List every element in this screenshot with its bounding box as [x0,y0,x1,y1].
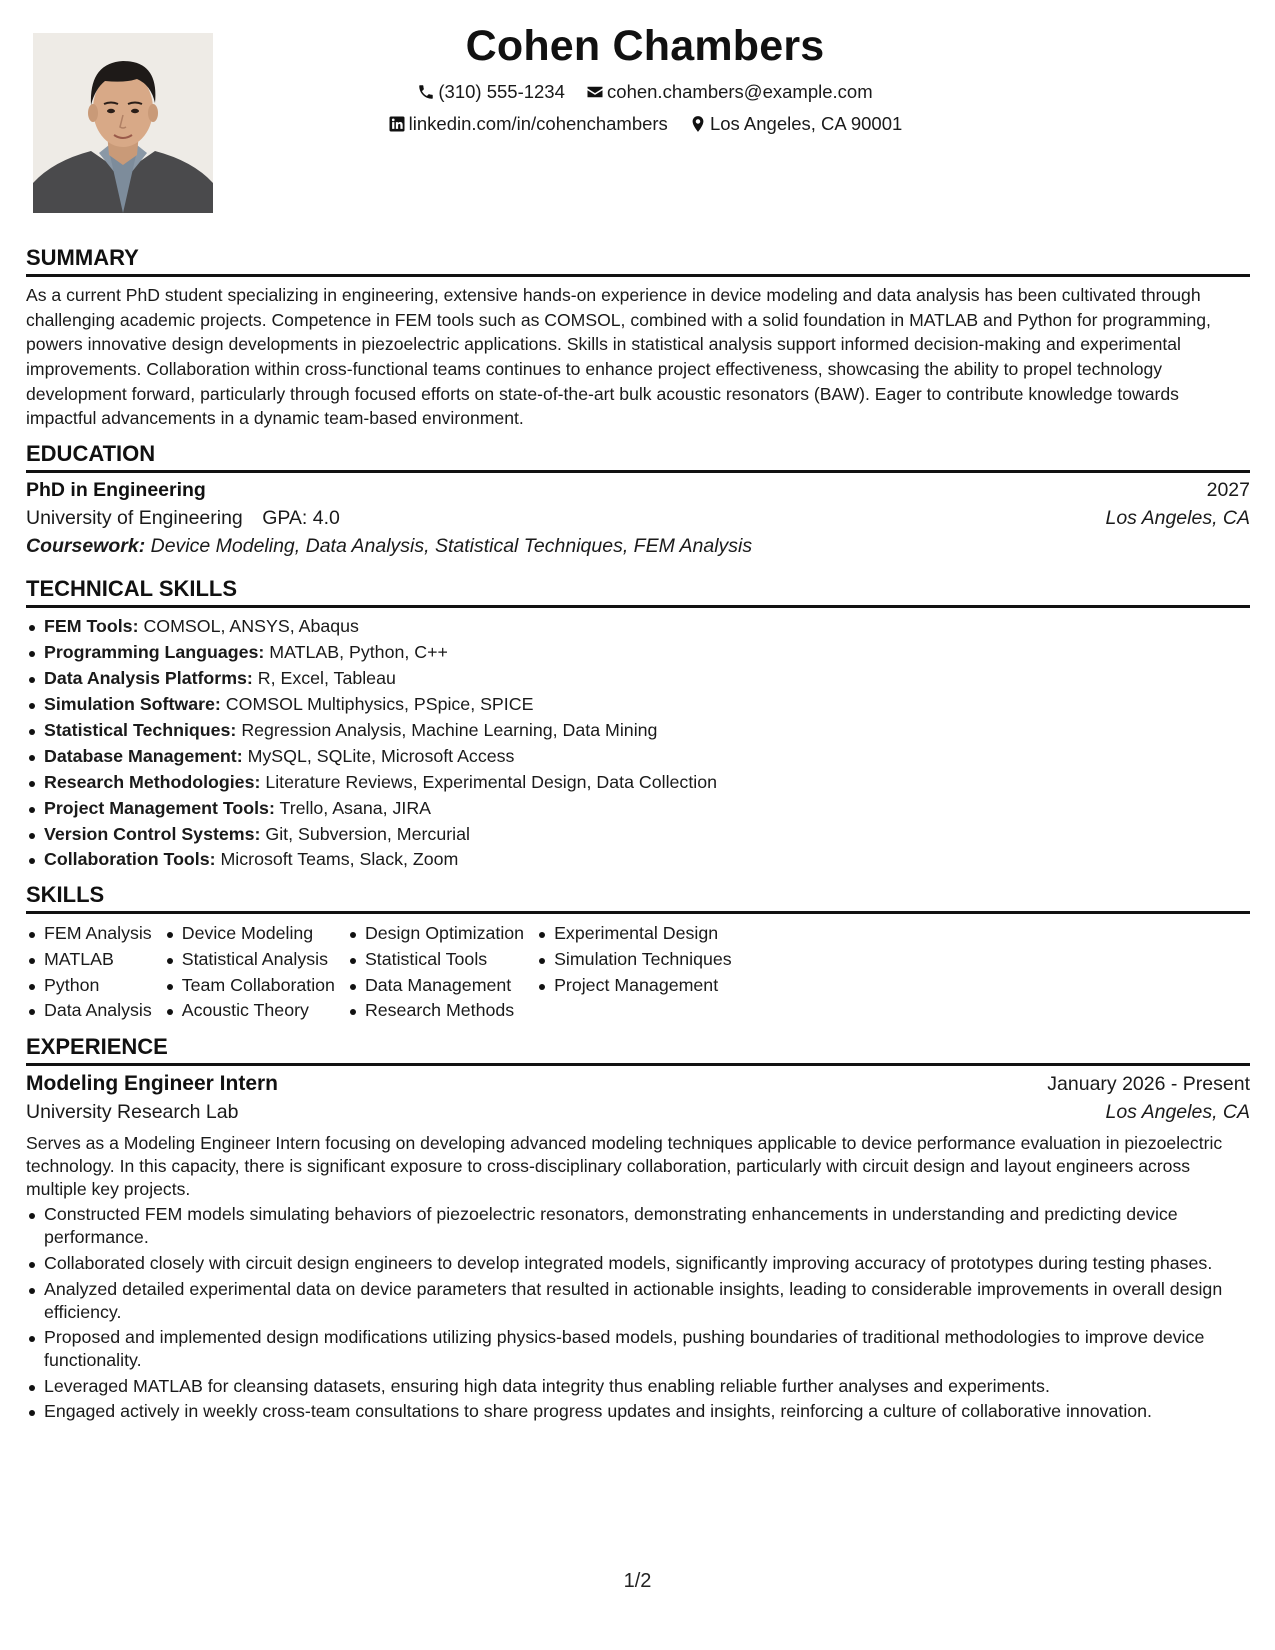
skills-column [164,921,335,1024]
school-name: University of Engineering [26,507,243,530]
skill-values: COMSOL, ANSYS, Abaqus [143,616,359,637]
skill-values: MATLAB, Python, C++ [269,642,448,663]
experience-entry-header [26,1072,1250,1096]
list-item: Python [44,973,152,999]
skill-values: MySQL, SQLite, Microsoft Access [247,745,515,766]
skill-category: FEM Tools: [44,616,139,637]
list-item [44,823,1250,847]
list-item: Team Collaboration [182,973,335,999]
job-bullets [26,1203,1250,1423]
skills-column [26,921,152,1024]
email-contact[interactable] [586,81,873,103]
list-item [44,848,1250,872]
list-item: FEM Analysis [44,921,152,947]
list-item: Acoustic Theory [182,998,335,1024]
job-dates: January 2026 - Present [1047,1073,1250,1096]
technical-skills-list [26,615,1250,872]
graduation-year: 2027 [1206,479,1250,502]
location-contact [689,113,902,135]
candidate-name: Cohen Chambers [465,22,825,70]
list-item: Statistical Tools [365,947,524,973]
profile-photo [33,33,213,213]
skills-column [536,921,732,1024]
location-text: Los Angeles, CA 90001 [709,113,903,134]
list-item: Experimental Design [554,921,732,947]
technical-skills-heading: TECHNICAL SKILLS [26,576,1250,608]
skill-values: COMSOL Multiphysics, PSpice, SPICE [225,694,534,715]
list-item: Project Management [554,973,732,999]
list-item: Simulation Techniques [554,947,732,973]
gpa: GPA: 4.0 [262,507,340,530]
phone-contact [417,81,565,103]
skill-category: Project Management Tools: [44,797,275,818]
skill-values: Literature Reviews, Experimental Design, Data Collection [265,771,717,792]
degree-title: PhD in Engineering [26,479,206,502]
skills-section [26,882,1250,1024]
linkedin-icon [388,115,406,133]
coursework-label: Coursework: [26,535,146,558]
list-item [44,641,1250,665]
list-item [44,693,1250,717]
map-pin-icon [689,115,707,133]
skill-values: Trello, Asana, JIRA [279,797,432,818]
list-item: Data Management [365,973,524,999]
list-item: Design Optimization [365,921,524,947]
list-item: Data Analysis [44,998,152,1024]
linkedin-contact[interactable] [388,113,668,135]
school-location: Los Angeles, CA [1105,507,1250,530]
list-item [44,771,1250,795]
list-item [44,745,1250,769]
list-item [44,719,1250,743]
contact-row-primary [230,81,1060,106]
list-item: Statistical Analysis [182,947,335,973]
skill-category: Simulation Software: [44,694,221,715]
skill-category: Data Analysis Platforms: [44,668,253,689]
portrait-image [33,33,213,213]
job-location: Los Angeles, CA [1105,1101,1250,1124]
coursework [26,535,1250,558]
skill-values: Regression Analysis, Machine Learning, Data Mining [241,720,658,741]
skill-values: Microsoft Teams, Slack, Zoom [220,849,459,870]
linkedin-link[interactable]: linkedin.com/in/cohenchambers [408,113,668,134]
summary-section [26,245,1250,431]
organization: University Research Lab [26,1101,239,1124]
education-heading: EDUCATION [26,441,1250,473]
list-item [44,797,1250,821]
contact-row-secondary [230,113,1060,138]
envelope-icon [586,83,604,101]
skill-values: Git, Subversion, Mercurial [265,823,470,844]
skill-category: Collaboration Tools: [44,849,216,870]
summary-text: As a current PhD student specializing in engineering, extensive hands-on experience in device modeling and data analysis has been cultivated through challenging academic projects. Competence in FEM tools such as COMSOL, combined with a solid foundation in MATLAB and Python for programming, powers innovative design developments in piezoelectric applications. Skills in statistical analysis support informed decision-making and experimental improvements. Collaboration within cross-functional teams continues to enhance project effectiveness, showcasing the ability to propel technology development forward, particularly through focused efforts on state-of-the-art bulk acoustic resonators (BAW). Eager to contribute knowledge towards impactful advancements in a dynamic team-based environment. [26,285,1211,429]
resume-body [26,245,1250,1433]
phone-text: (310) 555-1234 [438,81,565,102]
experience-entry-sub [26,1101,1250,1124]
skill-values: R, Excel, Tableau [257,668,396,689]
skill-category: Version Control Systems: [44,823,261,844]
experience-heading: EXPERIENCE [26,1034,1250,1066]
job-title: Modeling Engineer Intern [26,1072,279,1096]
education-section [26,441,1250,558]
phone-icon [417,83,435,101]
summary-heading: SUMMARY [26,245,1250,277]
education-entry-header [26,479,1250,502]
job-description: Serves as a Modeling Engineer Intern focusing on developing advanced modeling techniques applicable to device performance evaluation in piezoelectric technology. In this capacity, there is significant exposure to cross-disciplinary collaboration, particularly with circuit design and layout engineers across multiple key projects. [26,1133,1223,1200]
experience-section [26,1034,1250,1423]
list-item: Research Methods [365,998,524,1024]
education-entry-sub [26,507,1250,530]
list-item [44,667,1250,691]
skill-category: Statistical Techniques: [44,720,237,741]
technical-skills-section [26,576,1250,872]
list-item: Collaborated closely with circuit design engineers to develop integrated models, significantly improving accuracy of prototypes during testing phases. [44,1252,1250,1275]
list-item [44,615,1250,639]
list-item: Constructed FEM models simulating behaviors of piezoelectric resonators, demonstrating enhancements in understanding and predicting device performance. [44,1203,1250,1249]
coursework-list: Device Modeling, Data Analysis, Statistical Techniques, FEM Analysis [150,535,753,558]
skills-grid [26,921,1250,1024]
skill-category: Database Management: [44,745,243,766]
school-info [26,507,340,530]
skill-category: Programming Languages: [44,642,265,663]
skill-category: Research Methodologies: [44,771,261,792]
skills-column [347,921,524,1024]
list-item: Proposed and implemented design modifications utilizing physics-based models, pushing boundaries of traditional methodologies to improve device functionality. [44,1326,1250,1372]
list-item: Device Modeling [182,921,335,947]
list-item: Analyzed detailed experimental data on device parameters that resulted in actionable insights, leading to considerable improvements in overall design efficiency. [44,1278,1250,1324]
list-item: Engaged actively in weekly cross-team consultations to share progress updates and insights, reinforcing a culture of collaborative innovation. [44,1400,1250,1423]
skills-heading: SKILLS [26,882,1250,914]
page-number: 1/2 [623,1570,652,1592]
list-item: MATLAB [44,947,152,973]
email-link[interactable]: cohen.chambers@example.com [607,81,873,102]
list-item: Leveraged MATLAB for cleansing datasets, ensuring high data integrity thus enabling reliable further analyses and experiments. [44,1375,1250,1398]
